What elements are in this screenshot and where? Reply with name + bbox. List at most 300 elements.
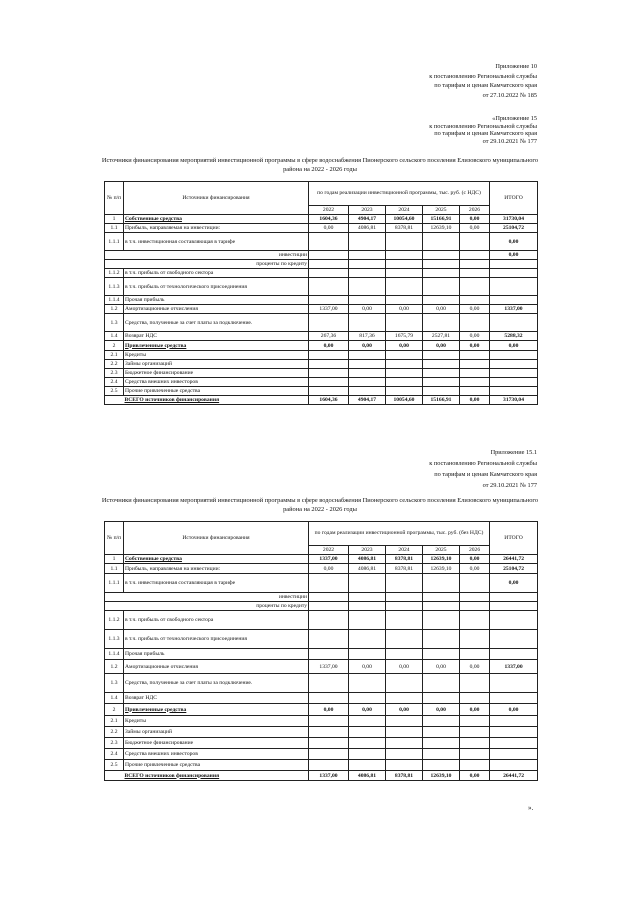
row-year-value: 8378,81 [386,555,423,564]
row-year-value [309,674,349,693]
row-year-value: 0,00 [349,704,386,716]
row-year-value [423,378,460,387]
header-num: № п/п [105,182,124,215]
row-number [105,396,124,405]
row-total-value: 26441,72 [490,555,538,564]
table-row [105,296,538,305]
row-year-value [460,314,490,332]
table-row [105,332,538,341]
row-year-value [349,378,386,387]
row-year-value [309,387,349,396]
row-year-value [386,251,423,260]
table-row [105,396,538,405]
row-number: 1.4 [105,693,124,704]
row-total-value [490,360,538,369]
appendix-15-line: к постановлению Региональной службы [429,122,537,130]
row-year-value [423,233,460,251]
row-year-value [349,630,386,649]
row-year-value [423,749,460,760]
table-row [105,611,538,630]
row-year-value [423,369,460,378]
row-year-value [423,296,460,305]
row-year-value: 4086,81 [349,224,386,233]
table-row [105,224,538,233]
row-year-value: 15166,91 [423,396,460,405]
row-year-value [349,351,386,360]
row-total-value [490,314,538,332]
row-year-value [386,387,423,396]
row-year-value: 0,00 [309,704,349,716]
row-year-value [460,674,490,693]
row-year-value [386,378,423,387]
row-number: 1.1.1 [105,574,124,593]
row-source-name: ВСЕГО источников финансирования [124,771,309,781]
row-year-value [460,251,490,260]
row-year-value [386,649,423,660]
appendix-10-line: по тарифам и ценам Камчатского края [434,82,537,90]
row-year-value [309,716,349,727]
row-year-value [460,278,490,296]
row-year-value [423,351,460,360]
row-number [105,251,124,260]
header-year: 2022 [309,546,349,555]
table-row [105,716,538,727]
row-number: 2.2 [105,360,124,369]
row-total-value: 26441,72 [490,771,538,781]
row-source-name: Собственные средства [124,215,309,224]
row-year-value [349,593,386,602]
row-year-value [386,716,423,727]
row-number: 1.1.3 [105,630,124,649]
row-year-value [423,611,460,630]
header-year: 2026 [460,546,490,555]
row-year-value [423,738,460,749]
row-year-value [349,649,386,660]
header-years-caption: по годам реализации инвестиционной программы, тыс. руб. (с НДС) [309,182,490,206]
header-year: 2025 [423,206,460,215]
row-total-value [490,611,538,630]
row-total-value: 0,00 [490,233,538,251]
row-number: 1.2 [105,660,124,674]
row-number: 1.1.2 [105,269,124,278]
table-row [105,387,538,396]
row-year-value: 8378,81 [386,224,423,233]
row-year-value: 4086,81 [349,555,386,564]
table-row [105,305,538,314]
row-total-value [490,260,538,269]
row-source-name: Возврат НДС [124,693,309,704]
row-year-value [349,360,386,369]
appendix-10-line: к постановлению Региональной службы [429,72,537,80]
row-year-value: 0,00 [349,341,386,351]
row-year-value [423,716,460,727]
row-total-value [490,387,538,396]
row-year-value [386,360,423,369]
row-year-value [423,269,460,278]
row-year-value [460,602,490,611]
row-total-value: 0,00 [490,341,538,351]
row-year-value [460,727,490,738]
row-total-value: 0,00 [490,574,538,593]
row-year-value [460,574,490,593]
header-year: 2024 [386,546,423,555]
header-year: 2024 [386,206,423,215]
row-year-value: 817,36 [349,332,386,341]
row-source-name: в т.ч. прибыль от свободного сектора [124,269,309,278]
row-year-value [309,630,349,649]
row-source-name: Амортизационные отчисления [124,305,309,314]
row-number: 1.1 [105,564,124,574]
row-year-value: 0,00 [309,341,349,351]
row-source-name: Прочая прибыль [124,296,309,305]
row-source-name: Бюджетное финансирование [124,369,309,378]
table-row [105,574,538,593]
row-number: 1.1.4 [105,296,124,305]
row-year-value: 0,00 [460,771,490,781]
row-year-value [309,251,349,260]
row-source-name: Прочая прибыль [124,649,309,660]
row-year-value [386,233,423,251]
row-year-value [423,387,460,396]
row-year-value: 1604,36 [309,215,349,224]
row-year-value [309,593,349,602]
row-year-value [386,749,423,760]
table-row [105,771,538,781]
table-row [105,341,538,351]
row-year-value [309,574,349,593]
row-year-value [460,387,490,396]
header-year: 2023 [349,546,386,555]
row-year-value: 0,00 [386,305,423,314]
row-number: 1.3 [105,674,124,693]
row-year-value [349,611,386,630]
row-number: 2 [105,341,124,351]
row-total-value [490,649,538,660]
row-year-value [309,738,349,749]
row-year-value: 0,00 [460,224,490,233]
table-row [105,215,538,224]
row-source-name: инвестиции [124,251,309,260]
row-total-value: 25104,72 [490,564,538,574]
closing-quote-mark: ». [528,804,534,812]
table-row [105,674,538,693]
table-row [105,727,538,738]
row-year-value [309,693,349,704]
table-header-row [105,522,538,546]
row-number: 2.5 [105,760,124,771]
row-year-value: 4904,17 [349,215,386,224]
row-source-name: в т.ч. прибыль от технологического присоединения [124,278,309,296]
row-total-value [490,351,538,360]
row-year-value [460,369,490,378]
table-row [105,760,538,771]
financing-table-with-vat [104,181,538,405]
row-year-value [309,260,349,269]
row-year-value: 0,00 [386,660,423,674]
row-year-value [309,296,349,305]
row-year-value [386,760,423,771]
row-total-value [490,369,538,378]
appendix-10-header [429,62,537,100]
row-year-value [349,727,386,738]
row-year-value [349,693,386,704]
row-total-value [490,738,538,749]
row-year-value [349,749,386,760]
row-year-value [309,233,349,251]
row-year-value [349,233,386,251]
row-year-value [460,269,490,278]
row-number: 1 [105,555,124,564]
row-source-name: Прочие привлеченные средства [124,760,309,771]
row-source-name: Кредиты [124,716,309,727]
appendix-15-line: от 29.10.2021 № 177 [482,137,537,145]
row-source-name: в т.ч. прибыль от свободного сектора [124,611,309,630]
row-year-value [386,296,423,305]
row-year-value: 0,00 [423,305,460,314]
row-year-value: 267,36 [309,332,349,341]
row-year-value [349,296,386,305]
row-year-value: 1337,00 [309,555,349,564]
row-year-value: 0,00 [460,704,490,716]
row-year-value [309,269,349,278]
row-year-value [386,278,423,296]
row-year-value: 0,00 [386,704,423,716]
row-total-value: 0,00 [490,704,538,716]
row-total-value [490,727,538,738]
header-num: № п/п [105,522,124,555]
row-year-value [349,674,386,693]
row-source-name: Собственные средства [124,555,309,564]
row-source-name: Средства внешних инвесторов [124,749,309,760]
row-total-value: 5288,32 [490,332,538,341]
row-year-value [386,314,423,332]
header-total: ИТОГО [490,522,538,555]
row-source-name: Привлеченные средства [124,704,309,716]
appendix-15-1-line: к постановлению Региональной службы [429,460,537,467]
row-year-value [460,630,490,649]
row-year-value [309,749,349,760]
row-year-value [460,749,490,760]
row-total-value [490,630,538,649]
row-year-value [349,260,386,269]
row-year-value [423,693,460,704]
table-row [105,749,538,760]
table-row [105,233,538,251]
row-year-value: 0,00 [460,305,490,314]
row-number: 2.4 [105,749,124,760]
row-source-name: Амортизационные отчисления [124,660,309,674]
row-year-value [460,738,490,749]
row-source-name: Привлеченные средства [124,341,309,351]
header-source: Источники финансирования [124,522,309,555]
row-source-name: Кредиты [124,351,309,360]
row-year-value: 0,00 [423,704,460,716]
row-year-value: 0,00 [460,396,490,405]
row-year-value [423,360,460,369]
row-year-value [423,760,460,771]
table-row [105,269,538,278]
row-year-value [386,727,423,738]
row-year-value [460,716,490,727]
row-year-value [386,574,423,593]
row-total-value [490,693,538,704]
row-year-value [309,369,349,378]
row-number: 1.1.2 [105,611,124,630]
row-year-value: 1337,00 [309,771,349,781]
row-number: 2.3 [105,738,124,749]
header-year: 2025 [423,546,460,555]
row-source-name: Средства внешних инвесторов [124,378,309,387]
row-year-value [349,738,386,749]
row-year-value [423,674,460,693]
row-year-value [309,611,349,630]
header-years-caption: по годам реализации инвестиционной программы, тыс. руб. (без НДС) [309,522,490,546]
row-year-value [349,574,386,593]
row-year-value [386,674,423,693]
row-year-value: 1604,36 [309,396,349,405]
row-year-value [309,360,349,369]
row-total-value: 1337,00 [490,660,538,674]
row-year-value [386,269,423,278]
row-year-value [423,630,460,649]
appendix-15-1-line: по тарифам и ценам Камчатского края [434,471,537,478]
table-row [105,704,538,716]
row-number [105,260,124,269]
row-year-value [309,314,349,332]
table-row [105,251,538,260]
row-number: 2.2 [105,727,124,738]
row-source-name: в т.ч. прибыль от технологического присоединения [124,630,309,649]
table-row [105,738,538,749]
row-number: 1.3 [105,314,124,332]
row-source-name: Средства, полученные за счет платы за подключение. [124,314,309,332]
row-year-value [349,387,386,396]
row-source-name: Прибыль, направляемая на инвестиции: [124,224,309,233]
row-number: 2 [105,704,124,716]
row-year-value [309,351,349,360]
row-source-name: Средства, полученные за счет платы за подключение. [124,674,309,693]
row-year-value [423,278,460,296]
row-total-value [490,278,538,296]
row-year-value: 1337,00 [309,305,349,314]
row-year-value: 8378,81 [386,771,423,781]
row-total-value [490,602,538,611]
table-2-title: Источники финансирования мероприятий инвестиционной программы в сфере водоснабжения Пионерского сельского поселения Елизовского муниципального района на 2022 - 2026 годы [101,497,539,513]
row-year-value: 8378,81 [386,564,423,574]
table-row [105,378,538,387]
table-row [105,593,538,602]
row-total-value: 31730,04 [490,215,538,224]
row-year-value [386,369,423,378]
row-source-name: инвестиции [124,593,309,602]
row-year-value [349,251,386,260]
row-number: 1.4 [105,332,124,341]
row-year-value: 4086,81 [349,564,386,574]
row-year-value: 4904,17 [349,396,386,405]
row-number: 1.1.1 [105,233,124,251]
table-row [105,660,538,674]
row-year-value [386,602,423,611]
row-year-value: 0,00 [386,341,423,351]
table-row [105,351,538,360]
header-source: Источники финансирования [124,182,309,215]
row-year-value [423,251,460,260]
row-number: 2.5 [105,387,124,396]
row-year-value [460,593,490,602]
row-number: 1.2 [105,305,124,314]
row-total-value: 0,00 [490,251,538,260]
row-year-value [349,278,386,296]
row-year-value [460,693,490,704]
table-row [105,630,538,649]
appendix-10-line: Приложение 10 [495,63,537,70]
row-number: 2.1 [105,351,124,360]
row-year-value: 12639,10 [423,555,460,564]
row-year-value [349,369,386,378]
row-year-value [460,760,490,771]
row-year-value [460,296,490,305]
row-year-value: 0,00 [349,305,386,314]
row-year-value: 0,00 [460,555,490,564]
row-total-value [490,749,538,760]
row-total-value: 31730,04 [490,396,538,405]
table-row [105,555,538,564]
row-year-value: 0,00 [309,564,349,574]
table-1-title: Источники финансирования мероприятий инвестиционной программы в сфере водоснабжения Пионерского сельского поселения Елизовского муниципального района на 2022 - 2026 годы [101,157,539,173]
table-row [105,693,538,704]
row-year-value [309,602,349,611]
row-source-name: Прибыль, направляемая на инвестиции: [124,564,309,574]
table-row [105,369,538,378]
row-year-value: 0,00 [460,341,490,351]
appendix-15-header [429,115,537,145]
row-total-value [490,269,538,278]
row-number [105,602,124,611]
row-year-value [349,760,386,771]
row-year-value: 10054,60 [386,215,423,224]
row-year-value [386,630,423,649]
row-year-value [349,602,386,611]
row-year-value: 12639,10 [423,771,460,781]
row-year-value [460,233,490,251]
row-year-value: 1675,79 [386,332,423,341]
row-year-value [423,593,460,602]
header-year: 2022 [309,206,349,215]
row-source-name: в т.ч. инвестиционная составляющая в тарифе [124,233,309,251]
row-source-name: Займы организаций [124,727,309,738]
row-year-value [386,351,423,360]
row-source-name: Бюджетное финансирование [124,738,309,749]
row-year-value [386,738,423,749]
row-year-value [423,727,460,738]
appendix-15-1-header [429,447,537,491]
row-year-value: 0,00 [349,660,386,674]
row-year-value [309,727,349,738]
row-year-value [386,611,423,630]
row-year-value: 2527,81 [423,332,460,341]
row-year-value [460,351,490,360]
row-source-name: проценты по кредиту [124,260,309,269]
table-row [105,278,538,296]
table-row [105,649,538,660]
row-year-value [423,574,460,593]
row-year-value: 0,00 [309,224,349,233]
row-year-value [460,260,490,269]
row-number: 1.1 [105,224,124,233]
row-year-value [423,649,460,660]
row-source-name: проценты по кредиту [124,602,309,611]
row-year-value: 0,00 [423,660,460,674]
